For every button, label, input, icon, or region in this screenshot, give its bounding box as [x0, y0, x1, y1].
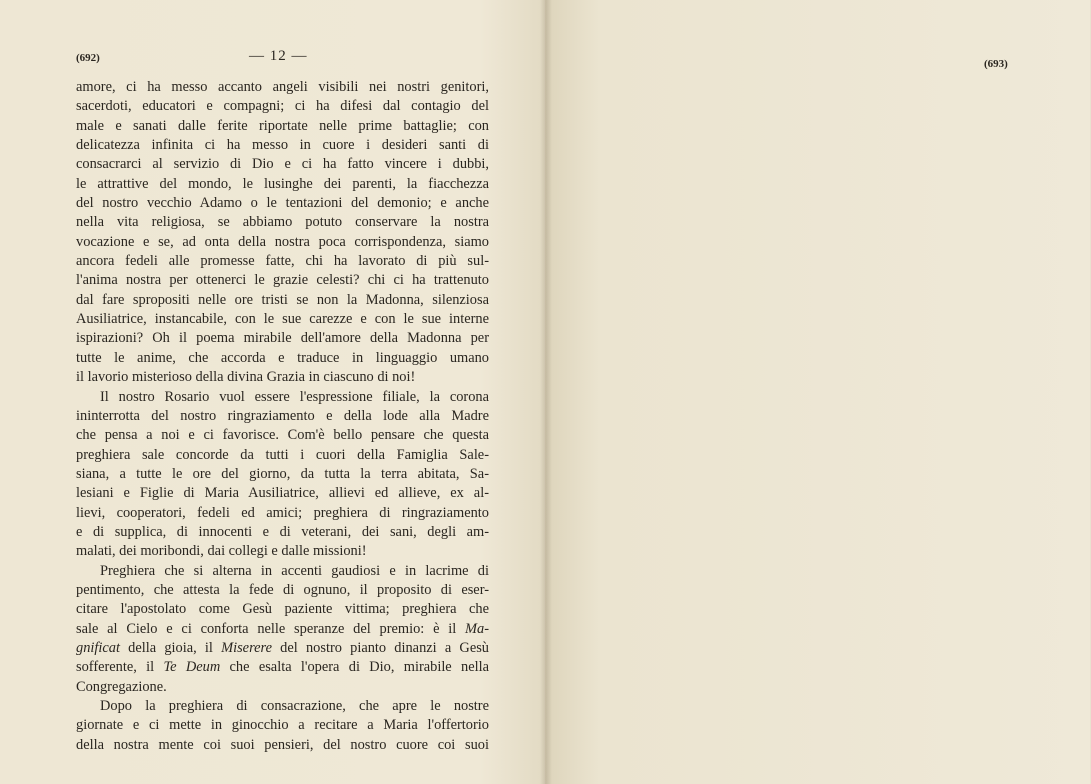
- left-line: sale al Cielo e ci conforta nelle speranze del premio: è il Ma-: [76, 620, 489, 637]
- left-line: consacrarci al servizio di Dio e ci ha fatto vincere i dubbi,: [76, 156, 489, 173]
- left-line: preghiera sale concorde da tutti i cuori della Famiglia Sale-: [76, 446, 489, 463]
- left-line: dal fare spropositi nelle ore tristi se non la Madonna, silenziosa: [76, 291, 489, 308]
- left-line: l'anima nostra per ottenerci le grazie celesti? chi ci ha trattenuto: [76, 272, 489, 289]
- left-line: il lavorio misterioso della divina Grazia in ciascuno di noi!: [76, 369, 416, 386]
- left-line: giornate e ci mette in ginocchio a recitare a Maria l'offertorio: [76, 717, 489, 734]
- left-line: Congregazione.: [76, 678, 167, 695]
- book-gutter: [540, 0, 552, 784]
- left-line: che pensa a noi e ci favorisce. Com'è bello pensare che questa: [76, 427, 489, 444]
- left-line: ancora fedeli alle promesse fatte, chi ha lavorato di più sul-: [76, 253, 489, 270]
- left-line: siana, a tutte le ore del giorno, da tutta la terra abitata, Sa-: [76, 465, 489, 482]
- left-line: nella vita religiosa, se abbiamo potuto conservare la nostra: [76, 214, 489, 231]
- left-folio: — 12 —: [249, 48, 308, 64]
- left-line: ininterrotta del nostro ringraziamento e della lode alla Madre: [76, 407, 489, 424]
- left-line: e di supplica, di innocenti e di veterani, dei sani, degli am-: [76, 523, 489, 540]
- left-line: della nostra mente coi suoi pensieri, del nostro cuore coi suoi: [76, 736, 489, 753]
- left-line: Dopo la preghiera di consacrazione, che apre le nostre: [100, 698, 489, 714]
- left-line: Preghiera che si alterna in accenti gaudiosi e in lacrime di: [100, 562, 489, 579]
- left-line: vocazione e se, ad onta della nostra poca corrispondenza, siamo: [76, 233, 489, 250]
- left-page-text: [76, 78, 489, 755]
- left-line: amore, ci ha messo accanto angeli visibili nei nostri genitori,: [76, 79, 489, 95]
- right-page-number: (693): [984, 58, 1008, 70]
- left-line: gnificat della gioia, il Miserere del nostro pianto dinanzi a Gesù: [76, 639, 489, 656]
- left-line: sofferente, il Te Deum che esalta l'opera di Dio, mirabile nella: [76, 659, 489, 676]
- left-line: Il nostro Rosario vuol essere l'espressione filiale, la corona: [100, 388, 489, 405]
- left-line: Ausiliatrice, instancabile, con le sue carezze e con le sue interne: [76, 311, 489, 328]
- left-line: citare l'apostolato come Gesù paziente vittima; preghiera che: [76, 601, 489, 618]
- left-line: male e sanati dalle ferite riportate nelle prime battaglie; con: [76, 117, 489, 134]
- left-line: lesiani e Figlie di Maria Ausiliatrice, allievi ed allieve, ex al-: [76, 485, 489, 502]
- left-line: le attrattive del mondo, le lusinghe dei parenti, la fiacchezza: [76, 175, 489, 192]
- left-line: del nostro vecchio Adamo o le tentazioni del demonio; e anche: [76, 195, 489, 212]
- left-line: delicatezza infinita ci ha messo in cuore i desideri santi di: [76, 137, 489, 154]
- left-line: lievi, cooperatori, fedeli ed amici; preghiera di ringraziamento: [76, 504, 489, 521]
- right-page: [545, 0, 1090, 784]
- left-line: sacerdoti, educatori e compagni; ci ha difesi dal contagio del: [76, 98, 489, 115]
- left-line: ispirazioni? Oh il poema mirabile dell'amore della Madonna per: [76, 330, 489, 347]
- left-line: pentimento, che attesta la fede di ognuno, il proposito di eser-: [76, 581, 489, 598]
- left-line: tutte le anime, che accorda e traduce in linguaggio umano: [76, 349, 489, 366]
- left-page-number: (692): [76, 52, 100, 64]
- left-line: malati, dei moribondi, dai collegi e dalle missioni!: [76, 543, 367, 560]
- left-page: [0, 0, 545, 784]
